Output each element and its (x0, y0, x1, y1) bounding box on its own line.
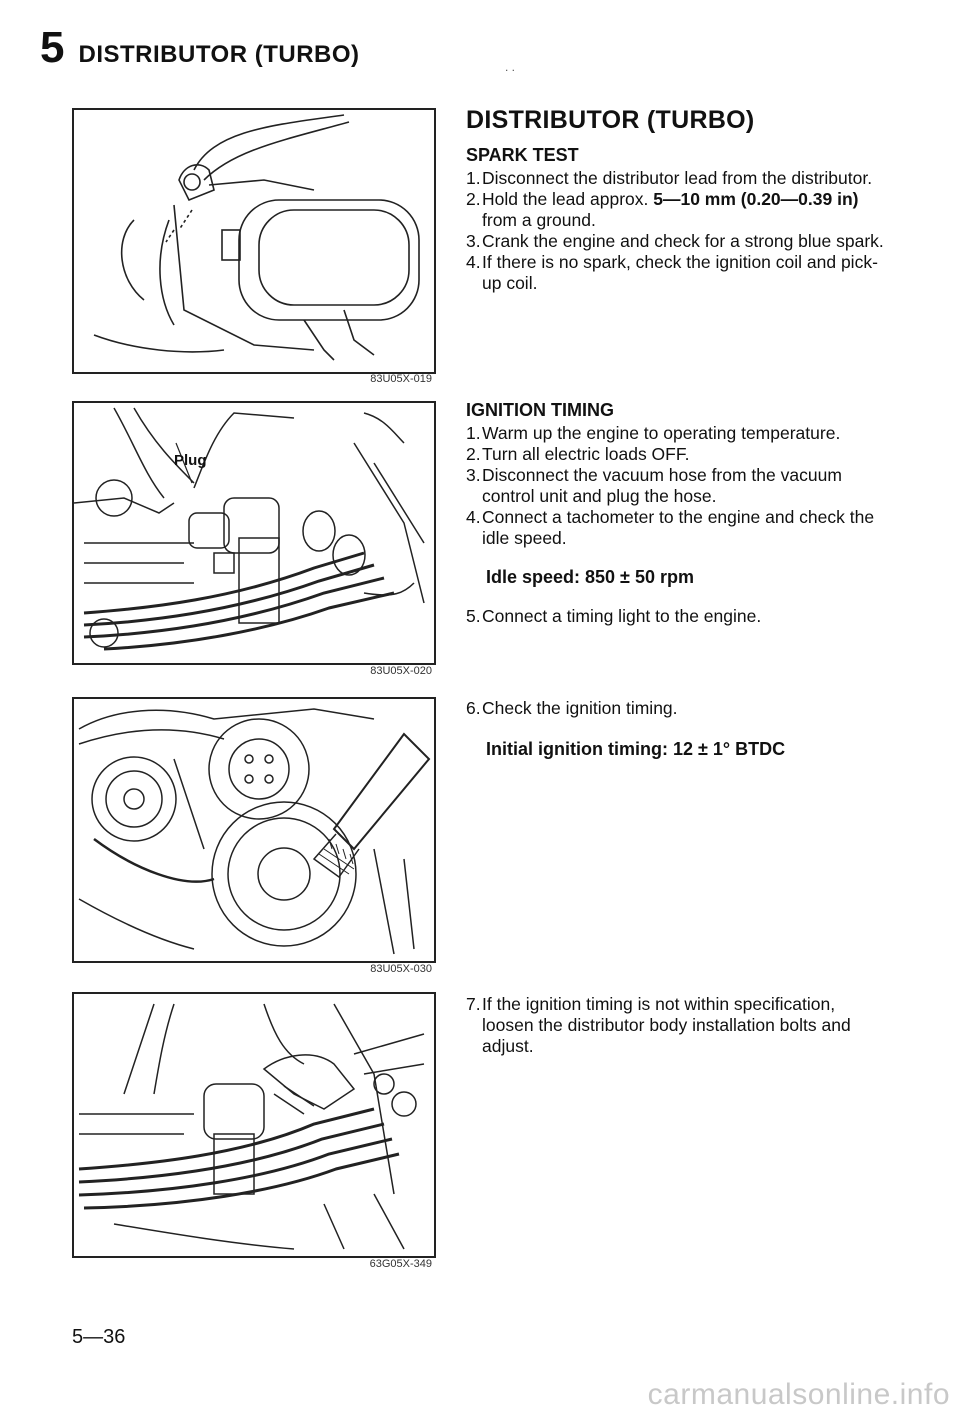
spark-step: 3. Crank the engine and check for a strong blue spark. (466, 231, 884, 251)
stray-marks: . . (505, 60, 516, 74)
figure-caption: 83U05X-019 (370, 373, 432, 385)
section-title: DISTRIBUTOR (TURBO) (466, 106, 755, 134)
page-number: 5—36 (72, 1326, 126, 1348)
vacuum-plug-illustration (74, 403, 434, 663)
plug-label: Plug (174, 452, 207, 469)
timing-step: 2. Turn all electric loads OFF. (466, 444, 690, 464)
spark-step: 2. Hold the lead approx. 5—10 mm (0.20—0.39 in) from a ground. (466, 189, 859, 230)
figure-spark-test (72, 108, 436, 374)
timing-step: 4. Connect a tachometer to the engine and check the idle speed. (466, 507, 875, 548)
figure-caption: 63G05X-349 (369, 1258, 432, 1270)
chapter-title: DISTRIBUTOR (TURBO) (78, 41, 360, 68)
chapter-number: 5 (40, 23, 65, 72)
page-header (40, 23, 360, 72)
timing-step: 1. Warm up the engine to operating temperature. (466, 423, 841, 443)
figure-vacuum-plug (72, 401, 436, 665)
spark-test-illustration (74, 110, 434, 372)
spark-test-section (466, 106, 886, 294)
timing-step: 5. Connect a timing light to the engine. (466, 606, 762, 626)
initial-timing-spec: Initial ignition timing: 12 ± 1° BTDC (486, 739, 786, 759)
timing-step: 6. Check the ignition timing. (466, 698, 678, 718)
timing-step: 3. Disconnect the vacuum hose from the vacuum control unit and plug the hose. (466, 465, 842, 506)
spark-step: 1. Disconnect the distributor lead from the distributor. (466, 168, 873, 188)
adjust-section (466, 994, 886, 1057)
spark-step: 4. If there is no spark, check the ignition coil and pick-up coil. (466, 252, 878, 293)
ignition-timing-heading: IGNITION TIMING (466, 400, 614, 420)
ignition-timing-section (466, 400, 886, 627)
timing-light-illustration (74, 699, 434, 961)
check-timing-section (466, 698, 886, 760)
watermark: carmanualsonline.info (647, 1378, 950, 1411)
figure-adjust-distributor (72, 992, 436, 1258)
adjust-distributor-illustration (74, 994, 434, 1256)
timing-step: 7. If the ignition timing is not within specification, loosen the distributor body installation bolts and adjust. (466, 994, 851, 1056)
figure-timing-light (72, 697, 436, 963)
figure-caption: 83U05X-020 (370, 665, 432, 677)
spark-test-heading: SPARK TEST (466, 145, 579, 165)
idle-speed-spec: Idle speed: 850 ± 50 rpm (486, 567, 694, 587)
lead-gap-spec: 5—10 mm (0.20—0.39 in) (653, 189, 859, 209)
figure-caption: 83U05X-030 (370, 963, 432, 975)
